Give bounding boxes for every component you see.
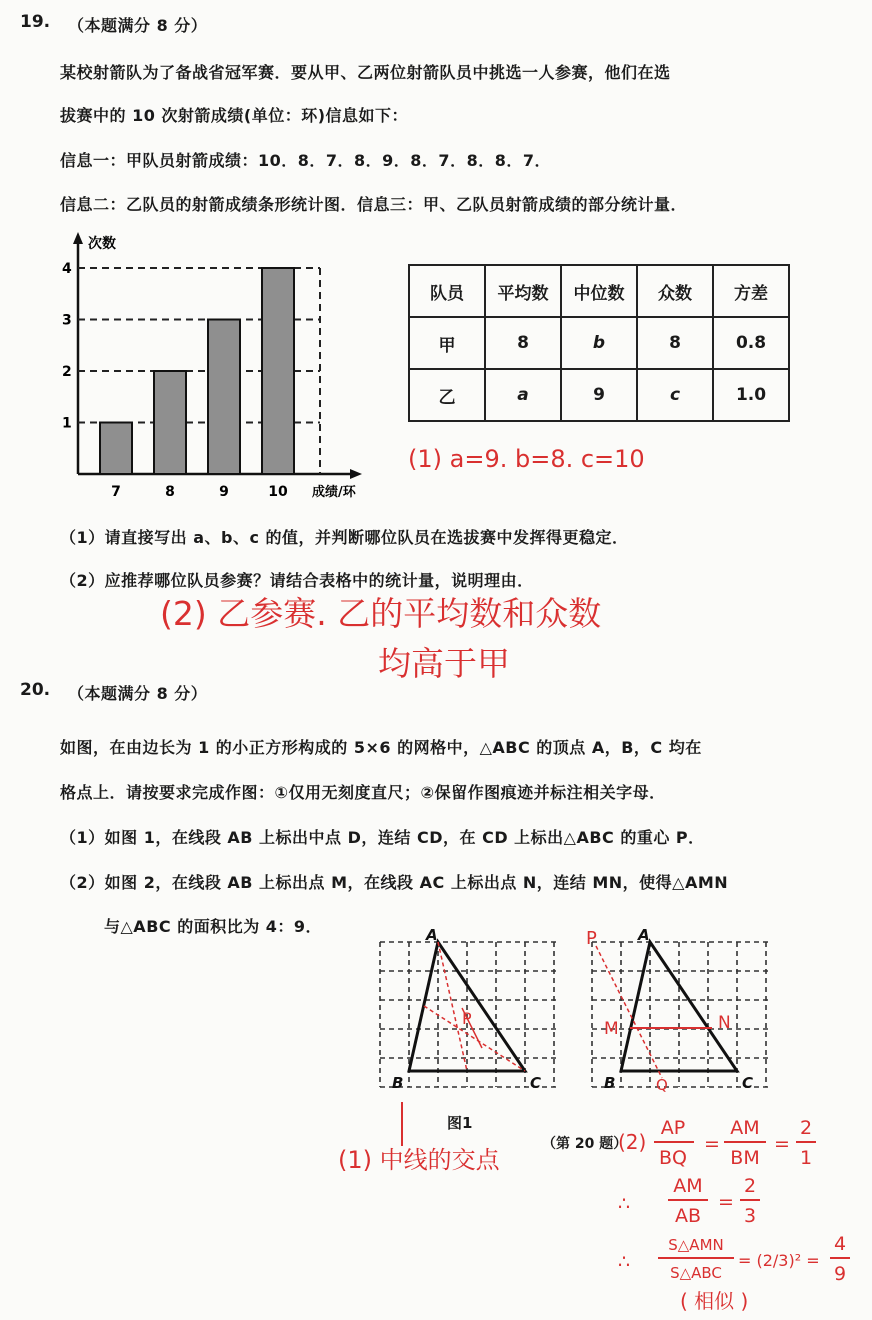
table-header-row: [409, 265, 789, 317]
x-axis-label: 成绩/环: [312, 485, 356, 500]
bar: [154, 371, 186, 474]
q20-number: 20.: [20, 680, 51, 700]
eq4-similar-note: ( 相似 ): [680, 1289, 749, 1313]
table-cell: 0.8: [713, 317, 789, 369]
table-header-cell: 方差: [713, 265, 789, 317]
question-20-label: （第 20 题）: [542, 1136, 628, 1152]
fig1-label-b: B: [392, 1074, 404, 1092]
q20-part2: （2）如图 2，在线段 AB 上标出点 M，在线段 AC 上标出点 N，连结 MN，使得△AMN: [60, 873, 729, 892]
table-cell: 乙: [409, 369, 485, 421]
figure-1-caption: 图1: [447, 1114, 473, 1132]
fig2-label-c: C: [742, 1074, 754, 1092]
eq3-numerator: S△AMN: [668, 1236, 724, 1254]
q19-info1: 信息一：甲队员射箭成绩：10．8．7．8．9．8．7．8．8．7．: [60, 151, 551, 170]
y-axis-arrow: [73, 232, 83, 244]
fig1-label-c: C: [530, 1074, 542, 1092]
figure-2-grid: [582, 918, 782, 1108]
y-tick-label: 2: [62, 364, 72, 380]
eq1-mid-numerator: AM: [730, 1117, 760, 1139]
stats-table: [408, 264, 790, 422]
fig2-handwritten-p: P: [586, 928, 597, 949]
x-axis-arrow: [350, 469, 362, 479]
table-cell: c: [637, 369, 713, 421]
eq3-denominator: S△ABC: [670, 1264, 722, 1282]
fig2-handwritten-m: M: [604, 1019, 619, 1039]
eq1-right-denominator: 1: [799, 1147, 813, 1169]
fig2-label-a: A: [638, 926, 650, 944]
q20-part1: （1）如图 1，在线段 AB 上标出中点 D，连结 CD，在 CD 上标出△ABC 的重心 P．: [60, 828, 705, 847]
q19-info2: 信息二：乙队员的射箭成绩条形统计图．信息三：甲、乙队员射箭成绩的部分统计量．: [60, 195, 688, 214]
x-tick-label: 9: [219, 484, 229, 500]
y-axis-label: 次数: [88, 236, 116, 252]
table-cell: 9: [561, 369, 637, 421]
svg-text:=: =: [718, 1191, 734, 1213]
q20-score: （本题满分 8 分）: [68, 684, 208, 703]
q19-score: （本题满分 8 分）: [68, 16, 208, 35]
bar: [208, 320, 240, 475]
table-header-cell: 平均数: [485, 265, 561, 317]
table-header-cell: 中位数: [561, 265, 637, 317]
y-tick-label: 1: [62, 415, 72, 432]
handwritten-answer-20-1: (1) 中线的交点: [338, 1146, 500, 1174]
eq3-therefore-symbol: ∴: [618, 1251, 631, 1273]
eq1-mid-denominator: BM: [730, 1147, 760, 1169]
bar: [262, 268, 294, 474]
eq3-right-denominator: 9: [833, 1263, 847, 1285]
q19-part2: （2）应推荐哪位队员参赛？请结合表格中的统计量，说明理由．: [60, 571, 534, 590]
eq2-numerator: AM: [673, 1175, 703, 1197]
fig2-label-b: B: [604, 1074, 616, 1092]
table-header-cell: 队员: [409, 265, 485, 317]
handwritten-answer-20-2-label: (2): [618, 1130, 647, 1154]
table-row: [409, 317, 789, 369]
eq1-right-numerator: 2: [799, 1117, 813, 1139]
q19-stem-line2: 拔赛中的 10 次射箭成绩(单位：环)信息如下：: [60, 106, 409, 125]
table-cell: b: [561, 317, 637, 369]
eq1-left-denominator: BQ: [659, 1147, 687, 1169]
eq3-right-numerator: 4: [833, 1233, 847, 1255]
table-header-cell: 众数: [637, 265, 713, 317]
handwritten-answer-19-1: (1) a=9. b=8. c=10: [408, 445, 645, 473]
svg-text:=: =: [704, 1133, 720, 1155]
table-cell: a: [485, 369, 561, 421]
handwritten-answer-19-2-line1: (2) 乙参赛. 乙的平均数和众数: [160, 594, 602, 633]
eq2-denominator: AB: [674, 1205, 702, 1227]
q19-number: 19.: [20, 12, 51, 32]
eq2-right-denominator: 3: [743, 1205, 757, 1227]
q19-part1: （1）请直接写出 a、b、c 的值，并判断哪位队员在选拔赛中发挥得更稳定．: [60, 528, 629, 547]
eq2-therefore-symbol: ∴: [618, 1193, 631, 1215]
y-tick-label: 4: [62, 261, 72, 277]
fig2-handwritten-q: Q: [656, 1076, 668, 1094]
fig1-label-a: A: [426, 928, 438, 944]
handwritten-equations: [600, 1110, 862, 1315]
q20-part2-cont: 与△ABC 的面积比为 4：9．: [104, 917, 323, 936]
x-tick-label: 7: [111, 484, 121, 500]
table-cell: 1.0: [713, 369, 789, 421]
eq3-middle: = (2/3)² =: [738, 1251, 820, 1270]
q19-stem-line1: 某校射箭队为了备战省冠军赛．要从甲、乙两位射箭队员中挑选一人参赛，他们在选: [60, 63, 671, 82]
table-cell: 8: [485, 317, 561, 369]
fig1-handwritten-p: P: [462, 1009, 472, 1028]
eq2-right-numerator: 2: [743, 1175, 757, 1197]
table-cell: 甲: [409, 317, 485, 369]
x-tick-label: 8: [165, 484, 175, 500]
eq1-left-numerator: AP: [660, 1117, 686, 1139]
figure-1-grid: [372, 928, 572, 1108]
x-tick-label: 10: [268, 484, 288, 500]
handwritten-answer-19-2-line2: 均高于甲: [378, 644, 510, 683]
svg-text:=: =: [774, 1133, 790, 1155]
table-row: [409, 369, 789, 421]
bar: [100, 423, 132, 475]
fig2-handwritten-n: N: [718, 1013, 731, 1033]
q20-stem-line2: 格点上．请按要求完成作图：①仅用无刻度直尺；②保留作图痕迹并标注相关字母．: [60, 783, 666, 802]
score-bar-chart: [50, 228, 400, 508]
q20-stem-line1: 如图，在由边长为 1 的小正方形构成的 5×6 的网格中，△ABC 的顶点 A，B，C 均在: [60, 738, 702, 757]
y-tick-label: 3: [62, 312, 72, 329]
table-cell: 8: [637, 317, 713, 369]
